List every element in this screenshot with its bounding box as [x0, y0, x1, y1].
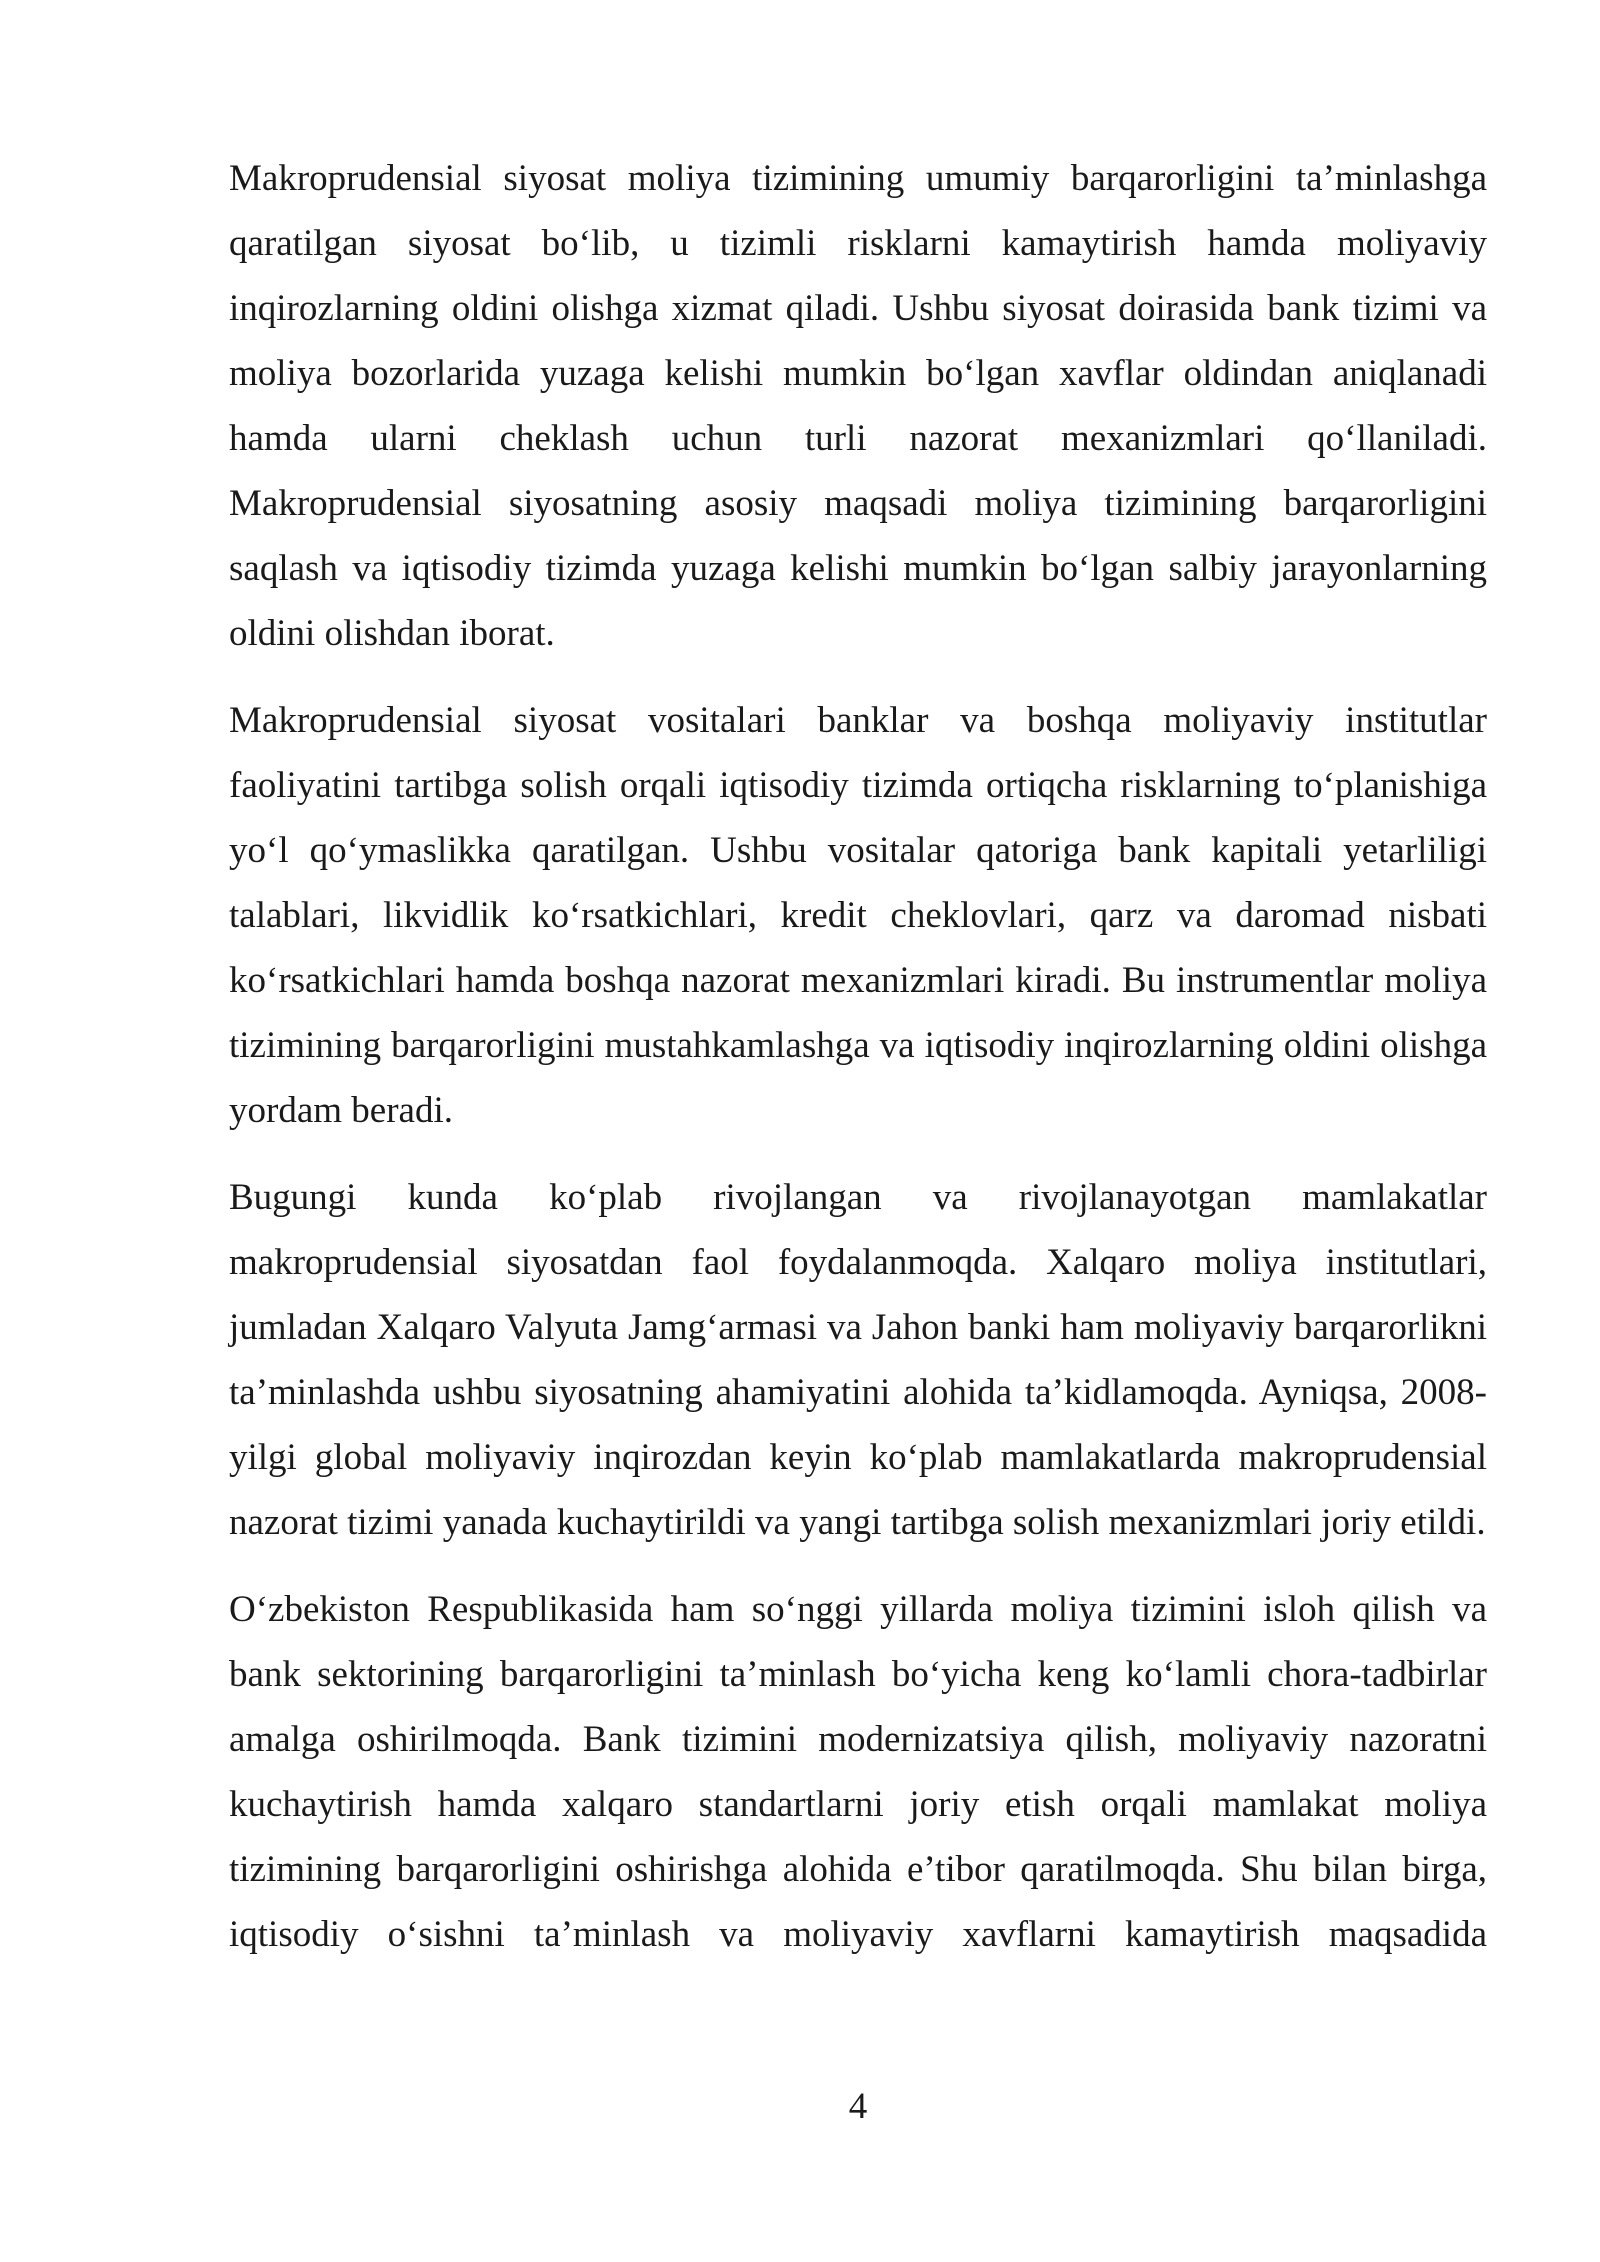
paragraph-1: Makroprudensial siyosat moliya tizimining umumiy barqarorligini ta’minlashga qaratilgan siyosat bo‘lib, u tizimli risklarni kamaytirish hamda moliyaviy inqirozlarning oldini olishga xizmat qiladi. Ushbu siyosat doirasida bank tizimi va moliya bozorlarida yuzaga kelishi mumkin bo‘lgan xavflar oldindan aniqlanadi hamda ularni cheklash uchun turli nazorat mexanizmlari qo‘llaniladi. Makroprudensial siyosatning asosiy maqsadi moliya tizimining barqarorligini saqlash va iqtisodiy tizimda yuzaga kelishi mumkin bo‘lgan salbiy jarayonlarning oldini olishdan iborat.: [229, 158, 1487, 654]
paragraph-2: Makroprudensial siyosat vositalari banklar va boshqa moliyaviy institutlar faoliyatini tartibga solish orqali iqtisodiy tizimda ortiqcha risklarning to‘planishiga yo‘l qo‘ymaslikka qaratilgan. Ushbu vositalar qatoriga bank kapitali yetarliligi talablari, likvidlik ko‘rsatkichlari, kredit cheklovlari, qarz va daromad nisbati ko‘rsatkichlari hamda boshqa nazorat mexanizmlari kiradi. Bu instrumentlar moliya tizimining barqarorligini mustahkamlashga va iqtisodiy inqirozlarning oldini olishga yordam beradi.: [229, 700, 1487, 1131]
paragraph-3: Bugungi kunda ko‘plab rivojlangan va rivojlanayotgan mamlakatlar makroprudensial siyosatdan faol foydalanmoqda. Xalqaro moliya institutlari, jumladan Xalqaro Valyuta Jamg‘armasi va Jahon banki ham moliyaviy barqarorlikni ta’minlashda ushbu siyosatning ahamiyatini alohida ta’kidlamoqda. Ayniqsa, 2008-yilgi global moliyaviy inqirozdan keyin ko‘plab mamlakatlarda makroprudensial nazorat tizimi yanada kuchaytirildi va yangi tartibga solish mexanizmlari joriy etildi.: [229, 1177, 1487, 1543]
paragraph-4: O‘zbekiston Respublikasida ham so‘nggi yillarda moliya tizimini isloh qilish va bank sektorining barqarorligini ta’minlash bo‘yicha keng ko‘lamli chora-tadbirlar amalga oshirilmoqda. Bank tizimini modernizatsiya qilish, moliyaviy nazoratni kuchaytirish hamda xalqaro standartlarni joriy etish orqali mamlakat moliya tizimining barqarorligini oshirishga alohida e’tibor qaratilmoqda. Shu bilan birga, iqtisodiy o‘sishni ta’minlash va moliyaviy xavflarni kamaytirish maqsadida: [229, 1589, 1487, 1955]
body-text: [229, 146, 1487, 1967]
page-number: 4: [848, 2086, 868, 2127]
